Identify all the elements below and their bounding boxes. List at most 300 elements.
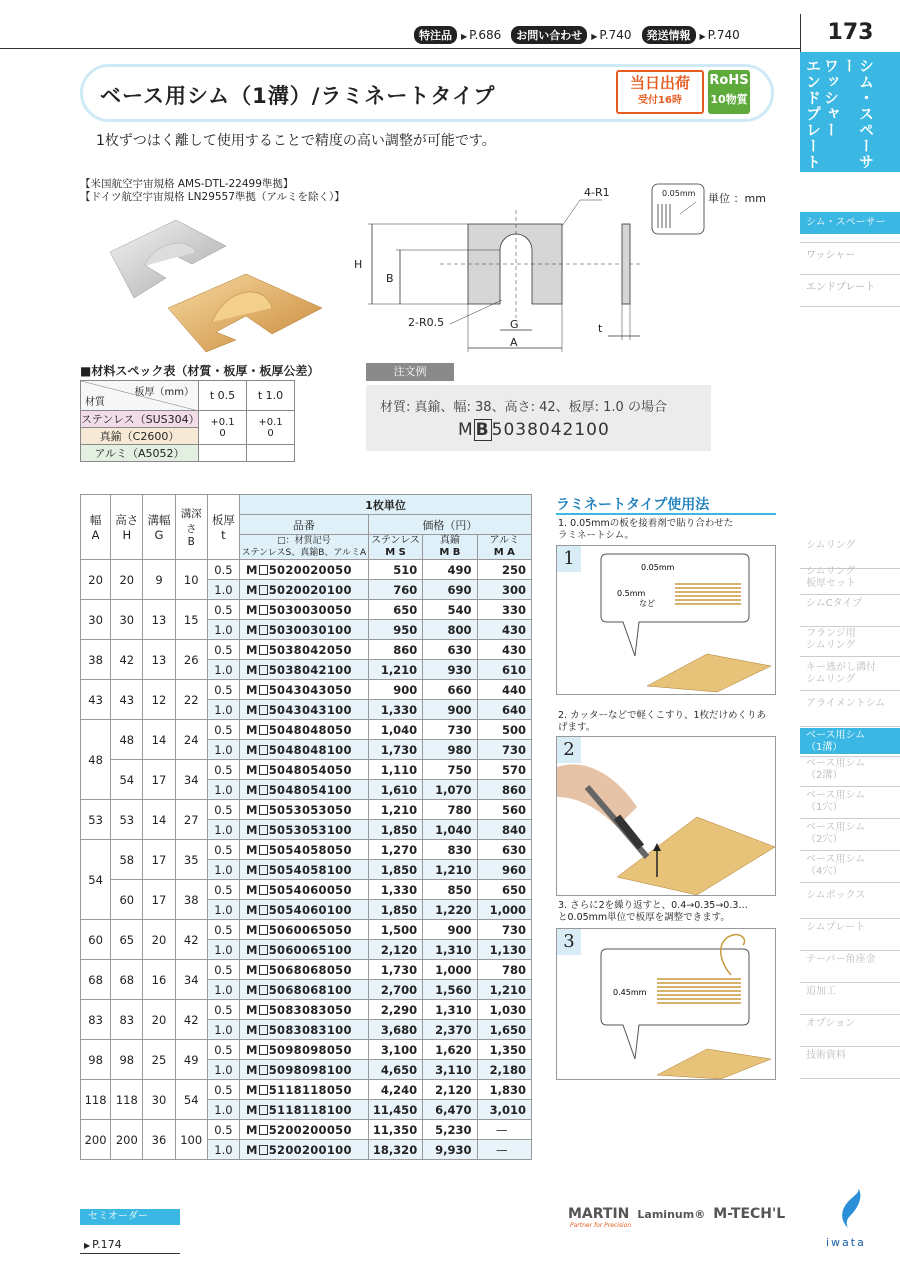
cell-price-ss: 2,120 bbox=[368, 940, 422, 960]
table-row bbox=[81, 1120, 532, 1140]
cell-A: 20 bbox=[81, 560, 111, 600]
brand-mtechl: M-TECH'L bbox=[713, 1206, 786, 1222]
spec-material-alu: アルミ（A5052） bbox=[81, 445, 199, 462]
spec-empty bbox=[247, 445, 295, 462]
sidebar-sub-item[interactable]: 追加工 bbox=[806, 986, 836, 997]
table-row bbox=[81, 920, 532, 940]
sidebar-divider bbox=[800, 594, 900, 595]
semi-order-rule bbox=[80, 1253, 180, 1254]
cell-H: 200 bbox=[111, 1120, 143, 1160]
cell-G: 13 bbox=[143, 640, 175, 680]
sidebar-sub-item[interactable]: ベース用シム （1穴） bbox=[806, 790, 866, 813]
sidebar-sub-item[interactable]: シムリング 板厚セット bbox=[806, 566, 856, 589]
col-A: 幅 A bbox=[81, 495, 111, 560]
sidebar-sub-item[interactable]: アライメントシム bbox=[806, 698, 886, 709]
cell-G: 30 bbox=[143, 1080, 175, 1120]
cell-price-al: 300 bbox=[477, 580, 531, 600]
cell-price-al: 610 bbox=[477, 660, 531, 680]
cell-price-ss: 650 bbox=[368, 600, 422, 620]
cell-t: 1.0 bbox=[207, 860, 239, 880]
cell-G: 14 bbox=[143, 800, 175, 840]
brand-logos bbox=[568, 1206, 785, 1222]
cell-price-br: 9,930 bbox=[423, 1140, 477, 1160]
semi-order-ref[interactable]: ▶ P.174 bbox=[84, 1238, 122, 1251]
part-number-text: 5048054050 bbox=[268, 762, 352, 777]
cell-t: 0.5 bbox=[207, 560, 239, 580]
cell-part-number: M 5200200100 bbox=[240, 1140, 369, 1160]
sidebar-sub-item[interactable]: ベース用シム （1溝） bbox=[800, 728, 900, 754]
col-unit: 1枚単位 bbox=[240, 495, 532, 515]
cell-price-al: — bbox=[477, 1140, 531, 1160]
cell-price-br: 630 bbox=[423, 640, 477, 660]
material-box-icon bbox=[259, 685, 268, 695]
cell-price-br: 1,210 bbox=[423, 860, 477, 880]
spec-material-sus: ステンレス（SUS304） bbox=[81, 411, 199, 428]
sidebar-divider bbox=[800, 690, 900, 691]
sidebar-sub-item[interactable]: ベース用シム （2溝） bbox=[806, 758, 866, 781]
cell-price-ss: 1,610 bbox=[368, 780, 422, 800]
sidebar-divider bbox=[800, 918, 900, 919]
cell-A: 200 bbox=[81, 1120, 111, 1160]
cell-price-ss: 4,650 bbox=[368, 1060, 422, 1080]
cell-price-br: 1,620 bbox=[423, 1040, 477, 1060]
col-material-code bbox=[240, 535, 369, 560]
cell-t: 1.0 bbox=[207, 820, 239, 840]
cell-H: 65 bbox=[111, 920, 143, 960]
rohs-label: RoHS bbox=[709, 73, 749, 88]
sidebar-divider bbox=[800, 818, 900, 819]
cell-A: 68 bbox=[81, 960, 111, 1000]
sidebar-sub-item[interactable]: 技術資料 bbox=[806, 1050, 846, 1061]
cell-part-number: M 5043043050 bbox=[240, 680, 369, 700]
sidebar-sub-item[interactable]: キー逃がし溝付 シムリング bbox=[806, 662, 876, 685]
order-code-material: B bbox=[475, 420, 490, 440]
part-number-text: 5048048100 bbox=[268, 742, 352, 757]
cell-part-number: M 5043043100 bbox=[240, 700, 369, 720]
sidebar-divider bbox=[800, 656, 900, 657]
sidebar-divider bbox=[800, 274, 900, 275]
part-number-text: 5060065050 bbox=[268, 922, 352, 937]
cell-price-br: 660 bbox=[423, 680, 477, 700]
page-number: 173 bbox=[800, 14, 900, 52]
sidebar-divider bbox=[800, 1046, 900, 1047]
order-example-tab: 注文例 bbox=[366, 363, 454, 381]
cell-B: 26 bbox=[175, 640, 207, 680]
col-price: 価格（円） bbox=[368, 515, 531, 535]
part-number-text: 5048054100 bbox=[268, 782, 352, 797]
dim-label-t: t bbox=[598, 322, 603, 335]
cell-price-ss: 18,320 bbox=[368, 1140, 422, 1160]
material-box-icon bbox=[259, 765, 268, 775]
table-row bbox=[81, 600, 532, 620]
cell-price-br: 750 bbox=[423, 760, 477, 780]
sidebar-category-2: ワッシャー bbox=[822, 58, 840, 138]
part-number-text: 5083083100 bbox=[268, 1022, 352, 1037]
spec-corner-top: 板厚（mm） bbox=[134, 387, 194, 398]
col-H: 高さ H bbox=[111, 495, 143, 560]
cell-price-br: 3,110 bbox=[423, 1060, 477, 1080]
cell-B: 100 bbox=[175, 1120, 207, 1160]
sidebar bbox=[800, 52, 900, 1272]
material-box-icon bbox=[259, 565, 268, 575]
material-box-icon bbox=[259, 805, 268, 815]
col-t: 板厚 t bbox=[207, 495, 239, 560]
cell-price-br: 900 bbox=[423, 920, 477, 940]
material-box-icon bbox=[259, 945, 268, 955]
sidebar-divider bbox=[800, 982, 900, 983]
cell-G: 17 bbox=[143, 760, 175, 800]
usage-panel-1 bbox=[556, 545, 776, 695]
table-row bbox=[81, 1080, 532, 1100]
cell-t: 1.0 bbox=[207, 580, 239, 600]
cell-H: 60 bbox=[111, 880, 143, 920]
sidebar-item-washer[interactable]: ワッシャー bbox=[806, 250, 856, 261]
cell-t: 0.5 bbox=[207, 760, 239, 780]
sidebar-sub-item[interactable]: シムCタイプ bbox=[806, 598, 863, 609]
table-row bbox=[81, 960, 532, 980]
material-box-icon bbox=[259, 845, 268, 855]
material-box-icon bbox=[259, 1025, 268, 1035]
cell-H: 83 bbox=[111, 1000, 143, 1040]
part-number-text: 5068068100 bbox=[268, 982, 352, 997]
cell-price-ss: 1,500 bbox=[368, 920, 422, 940]
cell-G: 20 bbox=[143, 1000, 175, 1040]
thickness-callout: 0.05mm bbox=[662, 189, 696, 198]
cell-part-number: M 5068068050 bbox=[240, 960, 369, 980]
order-example-box bbox=[366, 385, 711, 451]
cell-t: 1.0 bbox=[207, 780, 239, 800]
part-number-text: 5118118100 bbox=[268, 1102, 352, 1117]
nav-ref-custom[interactable]: ▶ P.686 bbox=[461, 28, 501, 42]
cell-B: 15 bbox=[175, 600, 207, 640]
cell-price-al: 650 bbox=[477, 880, 531, 900]
cell-B: 34 bbox=[175, 960, 207, 1000]
sidebar-category-3: エンドプレート bbox=[804, 58, 822, 170]
material-box-icon bbox=[259, 985, 268, 995]
usage-illustration-2 bbox=[557, 737, 775, 895]
iwata-logo-text: iwata bbox=[826, 1236, 866, 1249]
col-G: 溝幅 G bbox=[143, 495, 175, 560]
col-al bbox=[477, 535, 531, 560]
cell-part-number: M 5048048100 bbox=[240, 740, 369, 760]
cell-price-ss: 900 bbox=[368, 680, 422, 700]
cell-price-al: 730 bbox=[477, 740, 531, 760]
cell-part-number: M 5053053100 bbox=[240, 820, 369, 840]
part-number-text: 5060065100 bbox=[268, 942, 352, 957]
cell-part-number: M 5038042050 bbox=[240, 640, 369, 660]
top-rule bbox=[0, 48, 800, 49]
cell-H: 43 bbox=[111, 680, 143, 720]
sidebar-sub-item[interactable]: ベース用シム （4穴） bbox=[806, 854, 866, 877]
sameday-badge bbox=[616, 70, 704, 114]
cell-price-al: 3,010 bbox=[477, 1100, 531, 1120]
material-box-icon bbox=[259, 1005, 268, 1015]
usage-step-2: 2. カッターなどで軽くこすり、1枚だけめくりあ げます。 bbox=[558, 710, 767, 733]
material-box-icon bbox=[259, 1045, 268, 1055]
material-box-icon bbox=[259, 605, 268, 615]
table-row bbox=[81, 1040, 532, 1060]
cell-t: 1.0 bbox=[207, 940, 239, 960]
cell-part-number: M 5098098050 bbox=[240, 1040, 369, 1060]
cell-price-ss: 1,110 bbox=[368, 760, 422, 780]
sidebar-sub-item[interactable]: ベース用シム （2穴） bbox=[806, 822, 866, 845]
table-row bbox=[81, 840, 532, 860]
cell-price-al: 560 bbox=[477, 800, 531, 820]
cell-B: 49 bbox=[175, 1040, 207, 1080]
cell-t: 0.5 bbox=[207, 840, 239, 860]
sidebar-divider bbox=[800, 242, 900, 243]
part-number-text: 5038042100 bbox=[268, 662, 352, 677]
part-number-text: 5054058100 bbox=[268, 862, 352, 877]
cell-price-br: 830 bbox=[423, 840, 477, 860]
price-table bbox=[80, 494, 532, 1160]
cell-price-ss: 2,700 bbox=[368, 980, 422, 1000]
cell-H: 54 bbox=[111, 760, 143, 800]
cell-price-al: 860 bbox=[477, 780, 531, 800]
cell-t: 0.5 bbox=[207, 1080, 239, 1100]
nav-pill-contact[interactable]: お問い合わせ bbox=[511, 26, 587, 44]
material-box-icon bbox=[259, 585, 268, 595]
cell-t: 0.5 bbox=[207, 680, 239, 700]
cell-part-number: M 5068068100 bbox=[240, 980, 369, 1000]
cell-t: 1.0 bbox=[207, 700, 239, 720]
material-box-icon bbox=[259, 625, 268, 635]
usage1-side-label: 0.5mm bbox=[617, 589, 646, 598]
material-box-icon bbox=[259, 1085, 268, 1095]
cell-price-ss: 2,290 bbox=[368, 1000, 422, 1020]
sidebar-sub-item[interactable]: フランジ用 シムリング bbox=[806, 628, 856, 651]
cell-B: 24 bbox=[175, 720, 207, 760]
cell-price-al: 630 bbox=[477, 840, 531, 860]
cell-H: 53 bbox=[111, 800, 143, 840]
cell-B: 42 bbox=[175, 1000, 207, 1040]
cell-price-al: 430 bbox=[477, 620, 531, 640]
cell-price-br: 690 bbox=[423, 580, 477, 600]
cell-t: 1.0 bbox=[207, 1020, 239, 1040]
tol-zero: 0 bbox=[267, 427, 274, 439]
cell-price-br: 800 bbox=[423, 620, 477, 640]
cell-A: 48 bbox=[81, 720, 111, 800]
cell-t: 1.0 bbox=[207, 660, 239, 680]
sidebar-item-endplate[interactable]: エンドプレート bbox=[806, 282, 876, 293]
part-number-text: 5030030050 bbox=[268, 602, 352, 617]
cell-price-al: 1,350 bbox=[477, 1040, 531, 1060]
cell-t: 1.0 bbox=[207, 1100, 239, 1120]
cell-price-al: 500 bbox=[477, 720, 531, 740]
nav-ref-contact[interactable]: ▶ P.740 bbox=[591, 28, 631, 42]
cell-price-br: 5,230 bbox=[423, 1120, 477, 1140]
spec-table bbox=[80, 380, 295, 462]
cell-price-ss: 1,730 bbox=[368, 740, 422, 760]
cell-price-al: 330 bbox=[477, 600, 531, 620]
cell-price-br: 490 bbox=[423, 560, 477, 580]
nav-pill-custom[interactable]: 特注品 bbox=[414, 26, 457, 44]
cell-t: 0.5 bbox=[207, 720, 239, 740]
cell-price-ss: 1,210 bbox=[368, 800, 422, 820]
dimension-drawing bbox=[340, 180, 780, 360]
cell-price-al: 1,210 bbox=[477, 980, 531, 1000]
cell-part-number: M 5200200050 bbox=[240, 1120, 369, 1140]
cell-t: 1.0 bbox=[207, 620, 239, 640]
part-number-text: 5054060050 bbox=[268, 882, 352, 897]
cell-price-al: 1,000 bbox=[477, 900, 531, 920]
cell-B: 10 bbox=[175, 560, 207, 600]
brass-shim-image bbox=[168, 274, 322, 352]
product-photo bbox=[96, 212, 336, 352]
sidebar-divider bbox=[800, 1078, 900, 1079]
part-number-text: 5020020100 bbox=[268, 582, 352, 597]
cell-price-br: 730 bbox=[423, 720, 477, 740]
part-number-text: 5053053100 bbox=[268, 822, 352, 837]
sidebar-divider bbox=[800, 726, 900, 727]
cell-part-number: M 5054060050 bbox=[240, 880, 369, 900]
dim-label-A: A bbox=[510, 336, 518, 349]
cell-G: 25 bbox=[143, 1040, 175, 1080]
cell-price-al: 440 bbox=[477, 680, 531, 700]
cell-t: 1.0 bbox=[207, 1060, 239, 1080]
cell-price-ss: 1,850 bbox=[368, 860, 422, 880]
cell-part-number: M 5054058050 bbox=[240, 840, 369, 860]
cell-price-ss: 760 bbox=[368, 580, 422, 600]
iwata-logo-icon bbox=[834, 1188, 864, 1230]
sidebar-divider bbox=[800, 950, 900, 951]
cell-price-ss: 3,100 bbox=[368, 1040, 422, 1060]
cell-G: 17 bbox=[143, 840, 175, 880]
cell-price-al: 1,650 bbox=[477, 1020, 531, 1040]
nav-pill-shipping[interactable]: 発送情報 bbox=[642, 26, 696, 44]
cell-price-ss: 1,850 bbox=[368, 900, 422, 920]
cell-B: 34 bbox=[175, 760, 207, 800]
cell-price-al: 840 bbox=[477, 820, 531, 840]
cell-price-al: 730 bbox=[477, 920, 531, 940]
col-part: 品番 bbox=[240, 515, 369, 535]
cell-part-number: M 5060065100 bbox=[240, 940, 369, 960]
material-box-icon bbox=[259, 785, 268, 795]
sidebar-sub-item[interactable]: テーパー角座金 bbox=[806, 954, 876, 965]
col-ss-code: M S bbox=[385, 547, 406, 558]
cell-A: 53 bbox=[81, 800, 111, 840]
usage3-side-label: 0.45mm bbox=[613, 988, 647, 997]
cell-part-number: M 5020020100 bbox=[240, 580, 369, 600]
sidebar-sub-item[interactable]: シムリング bbox=[806, 540, 856, 551]
part-number-text: 5118118050 bbox=[268, 1082, 352, 1097]
cell-price-br: 780 bbox=[423, 800, 477, 820]
sidebar-sub-item[interactable]: シムプレート bbox=[806, 922, 866, 933]
cell-t: 0.5 bbox=[207, 600, 239, 620]
cell-price-ss: 1,270 bbox=[368, 840, 422, 860]
cell-B: 35 bbox=[175, 840, 207, 880]
spec-heading: ■材料スペック表（材質・板厚・板厚公差） bbox=[80, 364, 320, 378]
cell-G: 14 bbox=[143, 720, 175, 760]
cell-part-number: M 5030030100 bbox=[240, 620, 369, 640]
cell-part-number: M 5083083050 bbox=[240, 1000, 369, 1020]
usage-panel-2 bbox=[556, 736, 776, 896]
cell-part-number: M 5054060100 bbox=[240, 900, 369, 920]
cell-t: 1.0 bbox=[207, 1140, 239, 1160]
dim-label-r05: 2-R0.5 bbox=[408, 316, 445, 329]
nav-ref-shipping[interactable]: ▶ P.740 bbox=[700, 28, 740, 42]
part-number-text: 5053053050 bbox=[268, 802, 352, 817]
cell-A: 83 bbox=[81, 1000, 111, 1040]
brand-laminum: Laminum® bbox=[637, 1208, 706, 1221]
order-example-condition: 材質: 真鍮、幅: 38、高さ: 42、板厚: 1.0 の場合 bbox=[380, 400, 667, 415]
part-number-text: 5098098050 bbox=[268, 1042, 352, 1057]
cell-part-number: M 5098098100 bbox=[240, 1060, 369, 1080]
material-box-icon bbox=[259, 1065, 268, 1075]
unit-note: 単位 ：mm bbox=[708, 192, 766, 205]
material-box-icon bbox=[259, 905, 268, 915]
cell-B: 22 bbox=[175, 680, 207, 720]
cell-price-al: 1,130 bbox=[477, 940, 531, 960]
cell-part-number: M 5020020050 bbox=[240, 560, 369, 580]
cell-G: 13 bbox=[143, 600, 175, 640]
sidebar-divider bbox=[800, 882, 900, 883]
col-br bbox=[423, 535, 477, 560]
sidebar-divider bbox=[800, 1014, 900, 1015]
material-code-sub: ステンレスS、真鍮B、アルミA bbox=[241, 548, 367, 558]
material-box-icon bbox=[259, 1145, 268, 1155]
cell-G: 20 bbox=[143, 920, 175, 960]
cell-price-br: 1,040 bbox=[423, 820, 477, 840]
part-number-text: 5054060100 bbox=[268, 902, 352, 917]
table-row bbox=[81, 760, 532, 780]
cell-price-al: 430 bbox=[477, 640, 531, 660]
sameday-label: 当日出荷 bbox=[629, 74, 690, 92]
sidebar-category-1: シム・スペーサー bbox=[840, 58, 875, 170]
cell-part-number: M 5054058100 bbox=[240, 860, 369, 880]
cell-price-al: 960 bbox=[477, 860, 531, 880]
cell-price-br: 930 bbox=[423, 660, 477, 680]
order-code-number: 5038042100 bbox=[491, 420, 610, 440]
cell-t: 0.5 bbox=[207, 640, 239, 660]
usage-rule bbox=[556, 513, 776, 515]
cell-price-br: 1,560 bbox=[423, 980, 477, 1000]
table-row bbox=[81, 1000, 532, 1020]
sidebar-sub-item[interactable]: オプション bbox=[806, 1018, 856, 1029]
standards-note bbox=[80, 178, 345, 204]
cell-G: 9 bbox=[143, 560, 175, 600]
table-row bbox=[81, 680, 532, 700]
cell-B: 54 bbox=[175, 1080, 207, 1120]
rohs-sub: 10物質 bbox=[710, 93, 748, 106]
tol-plus: +0.1 bbox=[258, 416, 283, 428]
table-row bbox=[81, 800, 532, 820]
part-number-text: 5030030100 bbox=[268, 622, 352, 637]
brand-martin: MARTIN bbox=[568, 1206, 630, 1222]
cell-price-al: 250 bbox=[477, 560, 531, 580]
spec-corner bbox=[81, 381, 199, 411]
cell-A: 30 bbox=[81, 600, 111, 640]
cell-A: 118 bbox=[81, 1080, 111, 1120]
material-box-icon bbox=[259, 825, 268, 835]
cell-price-al: 1,830 bbox=[477, 1080, 531, 1100]
cell-price-br: 2,120 bbox=[423, 1080, 477, 1100]
cell-t: 0.5 bbox=[207, 1000, 239, 1020]
cell-H: 58 bbox=[111, 840, 143, 880]
cell-t: 0.5 bbox=[207, 920, 239, 940]
cell-price-br: 6,470 bbox=[423, 1100, 477, 1120]
part-number-text: 5083083050 bbox=[268, 1002, 352, 1017]
cell-B: 42 bbox=[175, 920, 207, 960]
cell-G: 36 bbox=[143, 1120, 175, 1160]
sidebar-item-shim-spacer[interactable]: シム・スペーサー bbox=[800, 212, 900, 234]
spec-col-05: t 0.5 bbox=[199, 381, 247, 411]
usage-illustration-1 bbox=[557, 546, 775, 694]
usage-step-1: 1. 0.05mmの板を接着剤で貼り合わせた ラミネートシム。 bbox=[558, 518, 734, 541]
sidebar-sub-item[interactable]: シムボックス bbox=[806, 890, 866, 901]
cell-price-br: 540 bbox=[423, 600, 477, 620]
cell-t: 1.0 bbox=[207, 980, 239, 1000]
